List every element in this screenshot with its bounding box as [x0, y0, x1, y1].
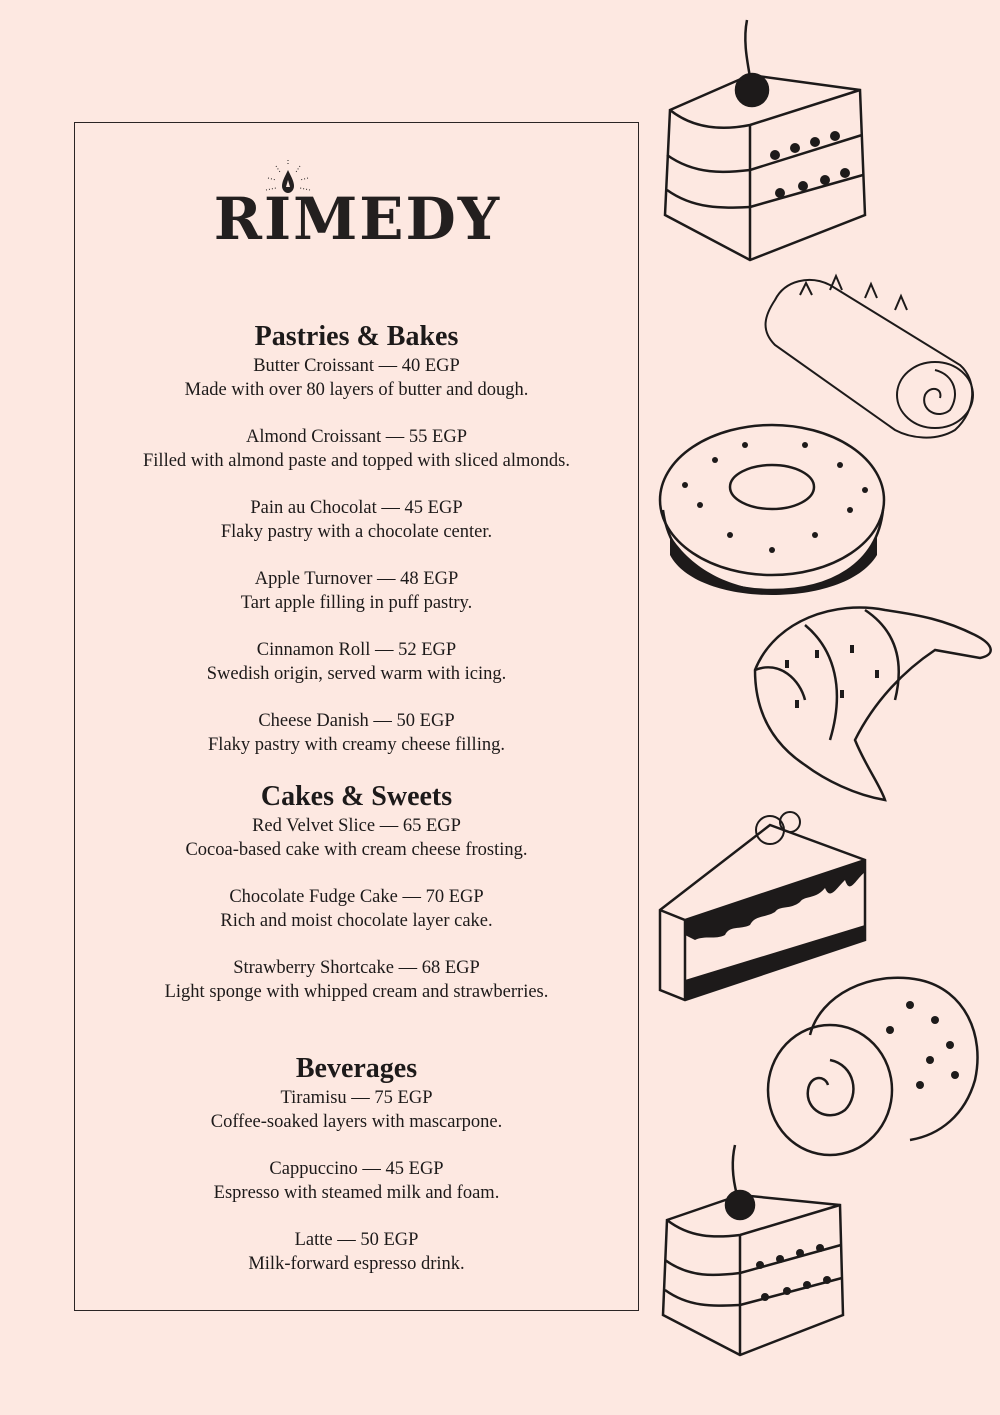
section-title: Cakes & Sweets [260, 781, 453, 812]
menu-item [74, 567, 639, 615]
item-description: Flaky pastry with a chocolate center. [220, 522, 493, 542]
cake-slice-cherry-icon [655, 15, 875, 265]
roll-cake-icon [760, 965, 985, 1165]
item-name-price: Cheese Danish — 50 EGP [258, 711, 455, 731]
item-name-price: Latte — 50 EGP [294, 1230, 419, 1250]
section-cakes [74, 780, 639, 1004]
item-description: Made with over 80 layers of butter and dough. [184, 380, 529, 400]
menu-item [74, 354, 639, 402]
item-name-price: Strawberry Shortcake — 68 EGP [233, 958, 480, 978]
item-description: Filled with almond paste and topped with sliced almonds. [143, 451, 570, 471]
menu-item [74, 885, 639, 933]
section-beverages [74, 1052, 639, 1276]
item-name-price: Tiramisu — 75 EGP [280, 1088, 433, 1108]
cake-slice-cherry-icon [655, 1140, 855, 1360]
donut-icon [655, 415, 890, 600]
menu-item [74, 425, 639, 473]
section-pastries [74, 320, 639, 757]
item-description: Flaky pastry with creamy cheese filling. [208, 735, 505, 755]
croissant-icon [745, 590, 1000, 810]
menu-item [74, 709, 639, 757]
item-description: Cocoa-based cake with cream cheese frosting. [185, 840, 528, 860]
item-description: Milk-forward espresso drink. [248, 1254, 465, 1274]
section-title: Pastries & Bakes [254, 321, 459, 352]
menu-item [74, 1086, 639, 1134]
menu-item [74, 956, 639, 1004]
item-description: Light sponge with whipped cream and strawberries. [164, 982, 549, 1002]
menu-content [74, 320, 639, 1299]
item-name-price: Red Velvet Slice — 65 EGP [252, 816, 461, 836]
menu-item [74, 638, 639, 686]
item-description: Rich and moist chocolate layer cake. [220, 911, 493, 931]
item-name-price: Chocolate Fudge Cake — 70 EGP [229, 887, 484, 907]
item-name-price: Apple Turnover — 48 EGP [254, 569, 459, 589]
item-description: Espresso with steamed milk and foam. [213, 1183, 500, 1203]
pastry-illustrations [650, 15, 1000, 1365]
menu-item [74, 1228, 639, 1276]
item-name-price: Almond Croissant — 55 EGP [246, 427, 467, 447]
item-description: Coffee-soaked layers with mascarpone. [210, 1112, 503, 1132]
item-name-price: Pain au Chocolat — 45 EGP [250, 498, 463, 518]
item-name-price: Cinnamon Roll — 52 EGP [256, 640, 457, 660]
menu-item [74, 1157, 639, 1205]
menu-item [74, 814, 639, 862]
menu-item [74, 496, 639, 544]
item-description: Swedish origin, served warm with icing. [206, 664, 507, 684]
item-description: Tart apple filling in puff pastry. [240, 593, 473, 613]
brand-name: RIMEDY [213, 185, 502, 253]
section-title: Beverages [295, 1053, 418, 1084]
item-name-price: Cappuccino — 45 EGP [269, 1159, 444, 1179]
item-name-price: Butter Croissant — 40 EGP [253, 356, 460, 376]
